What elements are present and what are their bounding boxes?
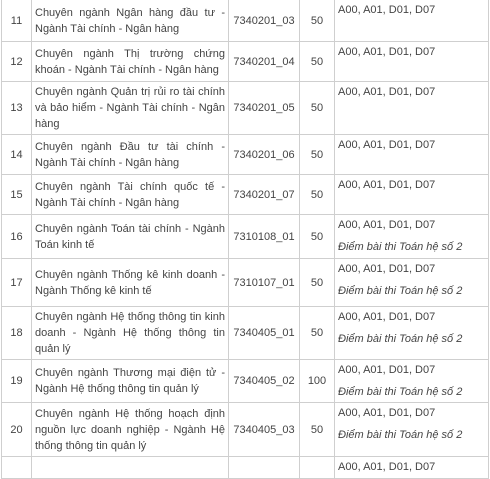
quota: [300, 457, 335, 479]
combo-text: A00, A01, D01, D07: [338, 461, 436, 473]
admission-table: [1, 0, 489, 479]
combo-text: A00, A01, D01, D07: [338, 364, 436, 376]
combo-text: A00, A01, D01, D07: [338, 4, 436, 16]
subject-combinations: [335, 215, 489, 259]
quota: 50: [300, 0, 335, 42]
program-code: 7340405_03: [229, 403, 300, 457]
table-row: [2, 360, 489, 403]
quota: 50: [300, 403, 335, 457]
combo-text: A00, A01, D01, D07: [338, 407, 436, 419]
program-name: Chuyên ngành Thương mại điện tử - Ngành Hệ thống thông tin quản lý: [32, 360, 229, 403]
program-code: 7340201_06: [229, 135, 300, 175]
program-name: Chuyên ngành Thống kê kinh doanh - Ngành Thống kê kinh tế: [32, 259, 229, 307]
program-name: Chuyên ngành Hệ thống thông tin kinh doanh - Ngành Hệ thống thông tin quản lý: [32, 307, 229, 360]
combo-text: A00, A01, D01, D07: [338, 263, 436, 275]
table-row: [2, 307, 489, 360]
quota: 50: [300, 42, 335, 82]
row-number: 13: [2, 82, 32, 135]
program-name: Chuyên ngành Đầu tư tài chính - Ngành Tài chính - Ngân hàng: [32, 135, 229, 175]
program-name: Chuyên ngành Hệ thống hoạch định nguồn lực doanh nghiệp - Ngành Hệ thống thông tin quản lý: [32, 403, 229, 457]
quota: 50: [300, 135, 335, 175]
combo-text: A00, A01, D01, D07: [338, 219, 436, 231]
subject-combinations: [335, 307, 489, 360]
program-code: 7340201_04: [229, 42, 300, 82]
program-name: Chuyên ngành Ngân hàng đầu tư - Ngành Tài chính - Ngân hàng: [32, 0, 229, 42]
table-row: [2, 82, 489, 135]
table-row: [2, 259, 489, 307]
table-row: [2, 42, 489, 82]
program-name: Chuyên ngành Tài chính quốc tế - Ngành Tài chính - Ngân hàng: [32, 175, 229, 215]
table-row: [2, 0, 489, 42]
subject-combinations: [335, 82, 489, 135]
combo-text: A00, A01, D01, D07: [338, 139, 436, 151]
coefficient-note: Điểm bài thi Toán hệ số 2: [338, 386, 463, 398]
combo-text: A00, A01, D01, D07: [338, 311, 436, 323]
subject-combinations: [335, 135, 489, 175]
program-name: Chuyên ngành Thị trường chứng khoán - Ngành Tài chính - Ngân hàng: [32, 42, 229, 82]
quota: 100: [300, 360, 335, 403]
quota: 50: [300, 307, 335, 360]
quota: 50: [300, 175, 335, 215]
subject-combinations: [335, 175, 489, 215]
row-number: 16: [2, 215, 32, 259]
subject-combinations: [335, 403, 489, 457]
row-number: 12: [2, 42, 32, 82]
subject-combinations: [335, 457, 489, 479]
row-number: 20: [2, 403, 32, 457]
subject-combinations: [335, 0, 489, 42]
quota: 50: [300, 215, 335, 259]
subject-combinations: [335, 360, 489, 403]
combo-text: A00, A01, D01, D07: [338, 86, 436, 98]
row-number: [2, 457, 32, 479]
program-code: 7310107_01: [229, 259, 300, 307]
program-name: Chuyên ngành Toán tài chính - Ngành Toán kinh tế: [32, 215, 229, 259]
program-code: 7340201_03: [229, 0, 300, 42]
row-number: 15: [2, 175, 32, 215]
program-code: 7340405_02: [229, 360, 300, 403]
row-number: 19: [2, 360, 32, 403]
coefficient-note: Điểm bài thi Toán hệ số 2: [338, 333, 463, 345]
program-code: 7340405_01: [229, 307, 300, 360]
row-number: 14: [2, 135, 32, 175]
coefficient-note: Điểm bài thi Toán hệ số 2: [338, 429, 463, 441]
program-name: [32, 457, 229, 479]
program-code: 7340201_07: [229, 175, 300, 215]
quota: 50: [300, 82, 335, 135]
table-row: [2, 403, 489, 457]
table-row: [2, 135, 489, 175]
table-row: [2, 175, 489, 215]
program-name: Chuyên ngành Quản trị rủi ro tài chính và bảo hiểm - Ngành Tài chính - Ngân hàng: [32, 82, 229, 135]
subject-combinations: [335, 259, 489, 307]
table-row: [2, 215, 489, 259]
row-number: 18: [2, 307, 32, 360]
coefficient-note: Điểm bài thi Toán hệ số 2: [338, 285, 463, 297]
program-code: [229, 457, 300, 479]
row-number: 17: [2, 259, 32, 307]
row-number: 11: [2, 0, 32, 42]
combo-text: A00, A01, D01, D07: [338, 46, 436, 58]
subject-combinations: [335, 42, 489, 82]
table-row: [2, 457, 489, 479]
quota: 50: [300, 259, 335, 307]
coefficient-note: Điểm bài thi Toán hệ số 2: [338, 241, 463, 253]
program-code: 7340201_05: [229, 82, 300, 135]
program-code: 7310108_01: [229, 215, 300, 259]
combo-text: A00, A01, D01, D07: [338, 179, 436, 191]
